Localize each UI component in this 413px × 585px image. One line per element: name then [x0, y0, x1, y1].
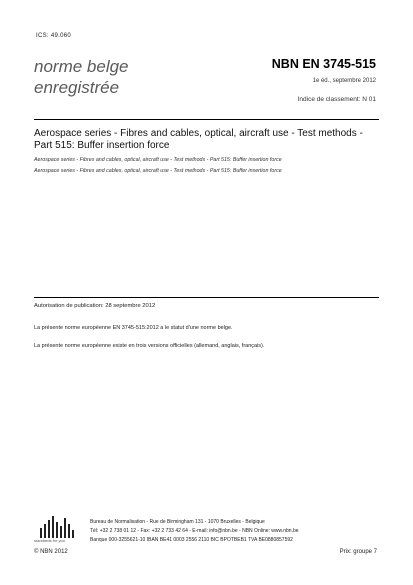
footer-bank: Banque 000-3255621-10 IBAN BE41 0003 2556 2110 BIC BPOTBEB1 TVA BE0880857592 [90, 537, 293, 543]
divider-top [34, 119, 379, 120]
classification-index: Indice de classement: N 01 [297, 96, 376, 103]
norme-belge-heading [34, 56, 129, 98]
divider-middle [34, 297, 379, 298]
status-paragraph: La présente norme européenne EN 3745-515:2012 a le statut d'une norme belge. [34, 325, 233, 331]
standard-number: NBN EN 3745-515 [271, 57, 376, 71]
footer-contact: Tél: +32 2 738 01 12 - Fax: +32 2 733 42 64 - E-mail: info@nbn.be - NBN Online: www.nbn.be [90, 528, 299, 534]
publication-authorisation: Autorisation de publication: 28 septembre 2012 [34, 303, 156, 309]
document-title: Aerospace series - Fibres and cables, optical, aircraft use - Test methods - Part 515: Buffer insertion force [34, 128, 363, 151]
copyright-notice: © NBN 2012 [34, 549, 68, 555]
versions-paragraph: La présente norme européenne existe en trois versions officielles (allemand, anglais, français). [34, 343, 265, 349]
ics-code: ICS: 49.060 [36, 33, 71, 39]
title-translation-1: Aerospace series - Fibres and cables, optical, aircraft use - Test methods - Part 515: Buffer insertion force [34, 157, 282, 163]
logo-tagline: standards for you [34, 538, 65, 543]
footer-address: Bureau de Normalisation - Rue de Birmingham 131 - 1070 Bruxelles - Belgique [90, 519, 265, 525]
price-group: Prix: groupe 7 [339, 549, 377, 555]
norme-line-1: norme belge [34, 57, 129, 76]
edition-date: 1e éd., septembre 2012 [312, 78, 376, 84]
norme-line-2: enregistrée [34, 78, 120, 97]
title-translation-2: Aerospace series - Fibres and cables, optical, aircraft use - Test methods - Part 515: Buffer insertion force [34, 168, 282, 174]
